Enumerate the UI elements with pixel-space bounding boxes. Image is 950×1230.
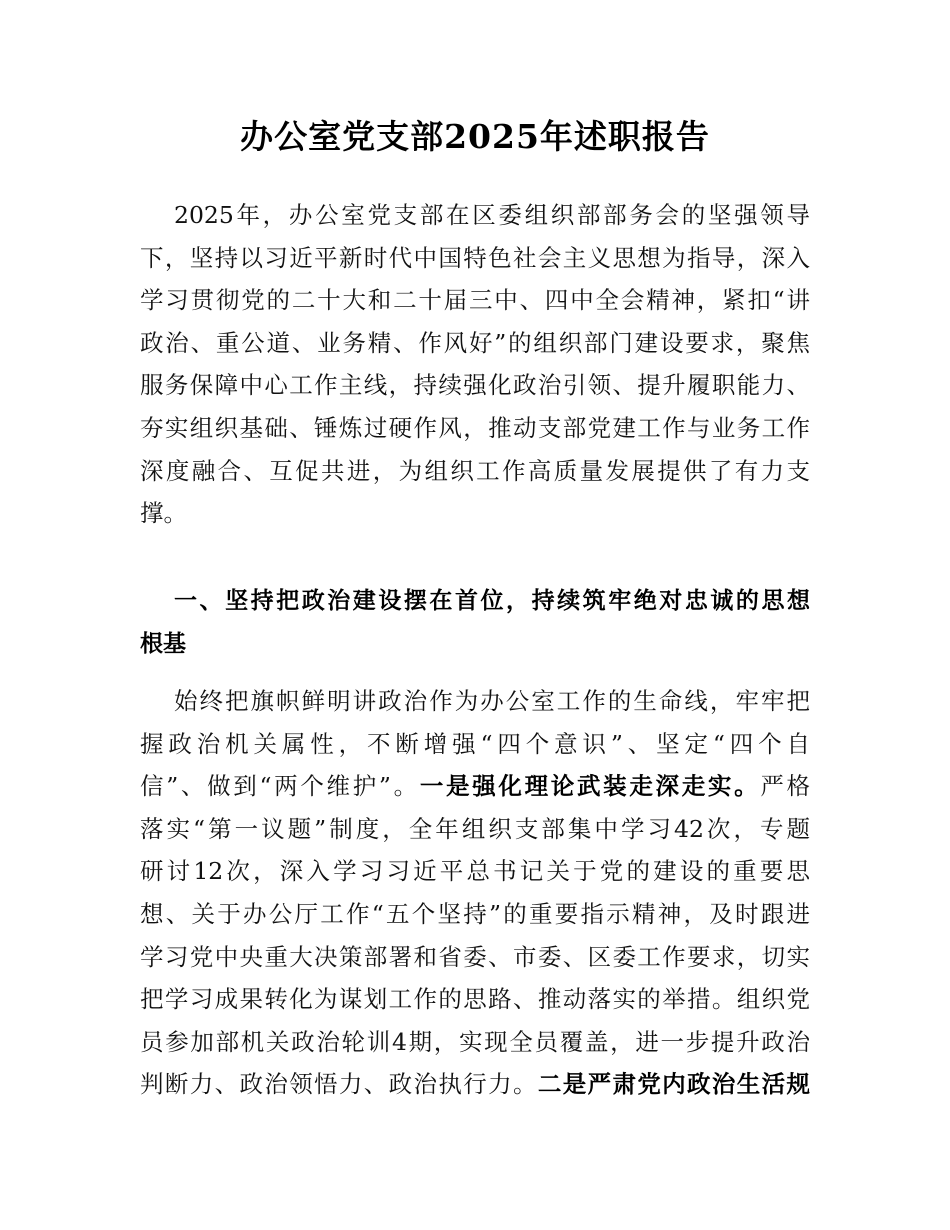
text-line: 政治、重公道、业务精、作风好”的组织部门建设要求，聚焦 — [140, 328, 810, 357]
text-line: 握政治机关属性，不断增强“四个意识”、坚定“四个自 — [140, 729, 810, 758]
intro-paragraph — [140, 194, 810, 535]
plain-text: 严格 — [760, 772, 811, 801]
text-line: 研讨12次，深入学习习近平总书记关于党的建设的重要思 — [140, 857, 810, 886]
section-1-paragraph — [140, 680, 810, 1106]
heading-line: 根基 — [140, 630, 186, 657]
bold-lead-text: 一是强化理论武装走深走实。 — [419, 772, 761, 801]
text-line: 学习党中央重大决策部署和省委、市委、区委工作要求，切实 — [140, 942, 810, 971]
heading-line: 一、坚持把政治建设摆在首位，持续筑牢绝对忠诚的思想 — [174, 588, 810, 614]
text-line: 学习贯彻党的二十大和二十届三中、四中全会精神，紧扣“讲 — [140, 286, 810, 315]
text-line: 夯实组织基础、锤炼过硬作风，推动支部党建工作与业务工作 — [140, 413, 810, 442]
text-line: 撑。 — [140, 499, 187, 528]
text-line: 2025年，办公室党支部在区委组织部部务会的坚强领导 — [174, 201, 810, 229]
text-line: 下，坚持以习近平新时代中国特色社会主义思想为指导，深入 — [140, 243, 810, 272]
plain-text: 判断力、政治领悟力、政治执行力。 — [140, 1070, 538, 1099]
text-line: 想、关于办公厅工作“五个坚持”的重要指示精神，及时跟进 — [140, 899, 810, 928]
text-line: 员参加部机关政治轮训4期，实现全员覆盖，进一步提升政治 — [140, 1027, 810, 1056]
text-line-mixed — [140, 1063, 810, 1106]
text-line: 始终把旗帜鲜明讲政治作为办公室工作的生命线，牢牢把 — [174, 687, 810, 715]
text-line: 把学习成果转化为谋划工作的思路、推动落实的举措。组织党 — [140, 985, 810, 1014]
bold-lead-text: 二是严肃党内政治生活规 — [537, 1070, 811, 1099]
text-line: 深度融合、互促共进，为组织工作高质量发展提供了有力支 — [140, 456, 810, 485]
text-line: 落实“第一议题”制度，全年组织支部集中学习42次，专题 — [140, 814, 810, 843]
text-line-mixed — [140, 765, 810, 808]
text-line: 服务保障中心工作主线，持续强化政治引领、提升履职能力、 — [140, 371, 810, 400]
document-title: 办公室党支部2025年述职报告 — [240, 117, 710, 156]
section-heading-1 — [140, 580, 810, 665]
plain-text: 信”、做到“两个维护”。 — [140, 772, 420, 801]
